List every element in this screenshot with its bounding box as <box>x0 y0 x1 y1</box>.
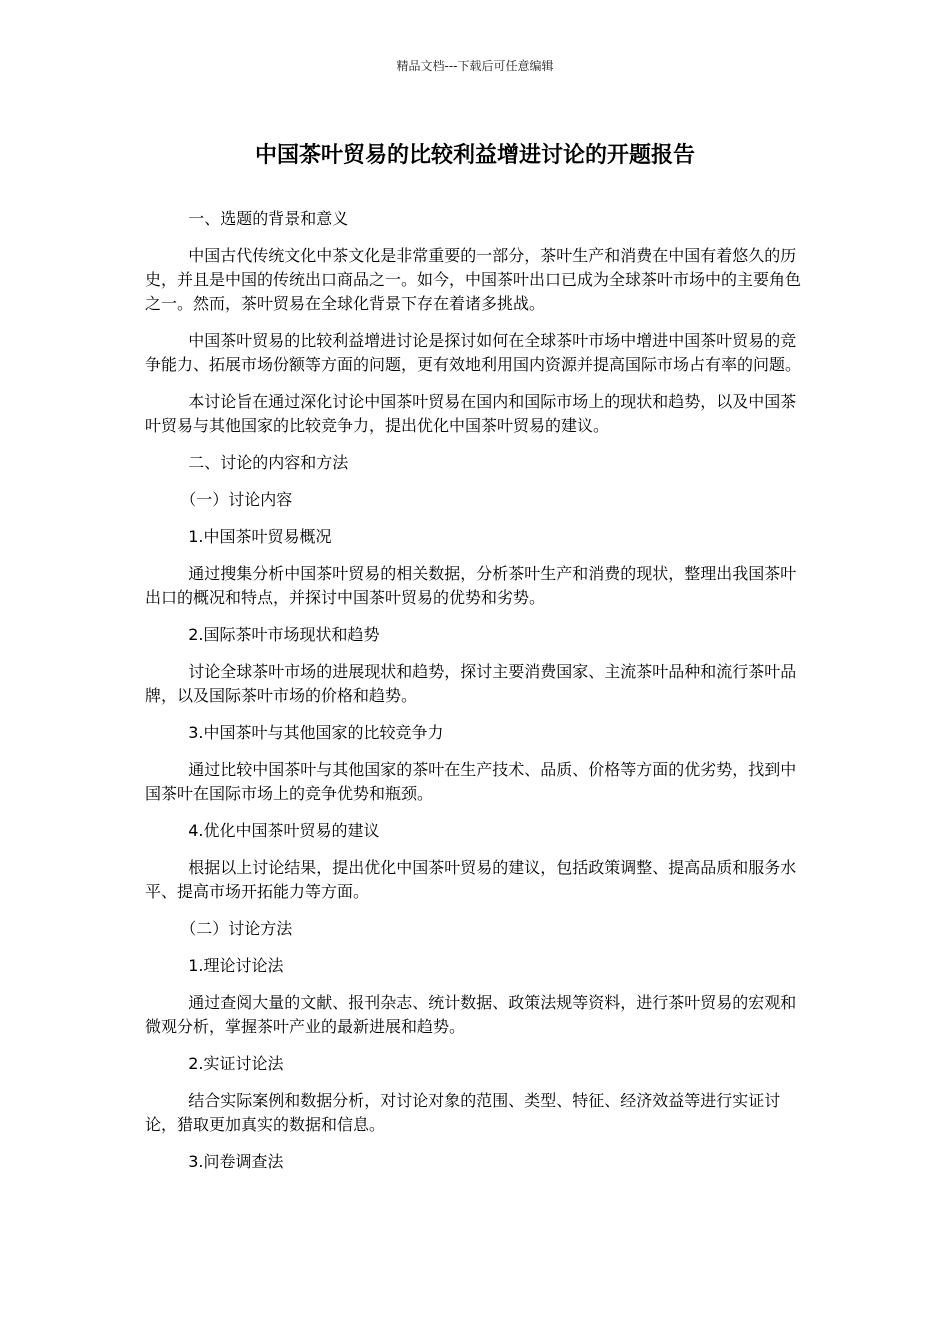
header-note: 精品文档---下载后可任意编辑 <box>396 59 554 73</box>
subsection-heading-content: （一）讨论内容 <box>180 490 293 509</box>
item-heading-survey-method: 3.问卷调查法 <box>188 1152 284 1171</box>
section-heading-content-method: 二、讨论的内容和方法 <box>188 453 349 472</box>
item-heading-theory-method: 1.理论讨论法 <box>188 956 284 975</box>
item-heading-international-market: 2.国际茶叶市场现状和趋势 <box>188 625 380 644</box>
item-heading-empirical-method: 2.实证讨论法 <box>188 1054 284 1073</box>
paragraph-competitiveness: 通过比较中国茶叶与其他国家的茶叶在生产技术、品质、价格等方面的优劣势，找到中国茶叶在国际市场上的竞争优势和瓶颈。 <box>145 760 797 803</box>
paragraph-overview: 通过搜集分析中国茶叶贸易的相关数据，分析茶叶生产和消费的现状，整理出我国茶叶出口的概况和特点，并探讨中国茶叶贸易的优势和劣势。 <box>145 564 797 607</box>
paragraph-empirical-method: 结合实际案例和数据分析，对讨论对象的范围、类型、特征、经济效益等进行实证讨论，猎取更加真实的数据和信息。 <box>145 1091 781 1134</box>
paragraph-background-2: 中国茶叶贸易的比较利益增进讨论是探讨如何在全球茶叶市场中增进中国茶叶贸易的竞争能力、拓展市场份额等方面的问题，更有效地利用国内资源并提高国际市场占有率的问题。 <box>145 331 802 374</box>
document-body <box>145 207 805 1187</box>
item-heading-competitiveness: 3.中国茶叶与其他国家的比较竞争力 <box>188 723 444 742</box>
paragraph-international-market: 讨论全球茶叶市场的进展现状和趋势，探讨主要消费国家、主流茶叶品种和流行茶叶品牌，以及国际茶叶市场的价格和趋势。 <box>145 662 797 705</box>
document-title: 中国茶叶贸易的比较利益增进讨论的开题报告 <box>254 143 695 168</box>
paragraph-suggestions: 根据以上讨论结果，提出优化中国茶叶贸易的建议，包括政策调整、提高品质和服务水平、提高市场开拓能力等方面。 <box>145 858 797 901</box>
item-heading-suggestions: 4.优化中国茶叶贸易的建议 <box>188 821 380 840</box>
item-heading-overview: 1.中国茶叶贸易概况 <box>188 527 332 546</box>
paragraph-background-3: 本讨论旨在通过深化讨论中国茶叶贸易在国内和国际市场上的现状和趋势，以及中国茶叶贸易与其他国家的比较竞争力，提出优化中国茶叶贸易的建议。 <box>145 392 797 435</box>
subsection-heading-methods: （二）讨论方法 <box>180 919 293 938</box>
paragraph-theory-method: 通过查阅大量的文献、报刊杂志、统计数据、政策法规等资料，进行茶叶贸易的宏观和微观分析，掌握茶叶产业的最新进展和趋势。 <box>145 993 797 1036</box>
paragraph-background-1: 中国古代传统文化中茶文化是非常重要的一部分，茶叶生产和消费在中国有着悠久的历史，并且是中国的传统出口商品之一。如今，中国茶叶出口已成为全球茶叶市场中的主要角色之一。然而，茶叶贸易在全球化背景下存在着诸多挑战。 <box>145 246 802 313</box>
section-heading-background: 一、选题的背景和意义 <box>188 209 349 228</box>
